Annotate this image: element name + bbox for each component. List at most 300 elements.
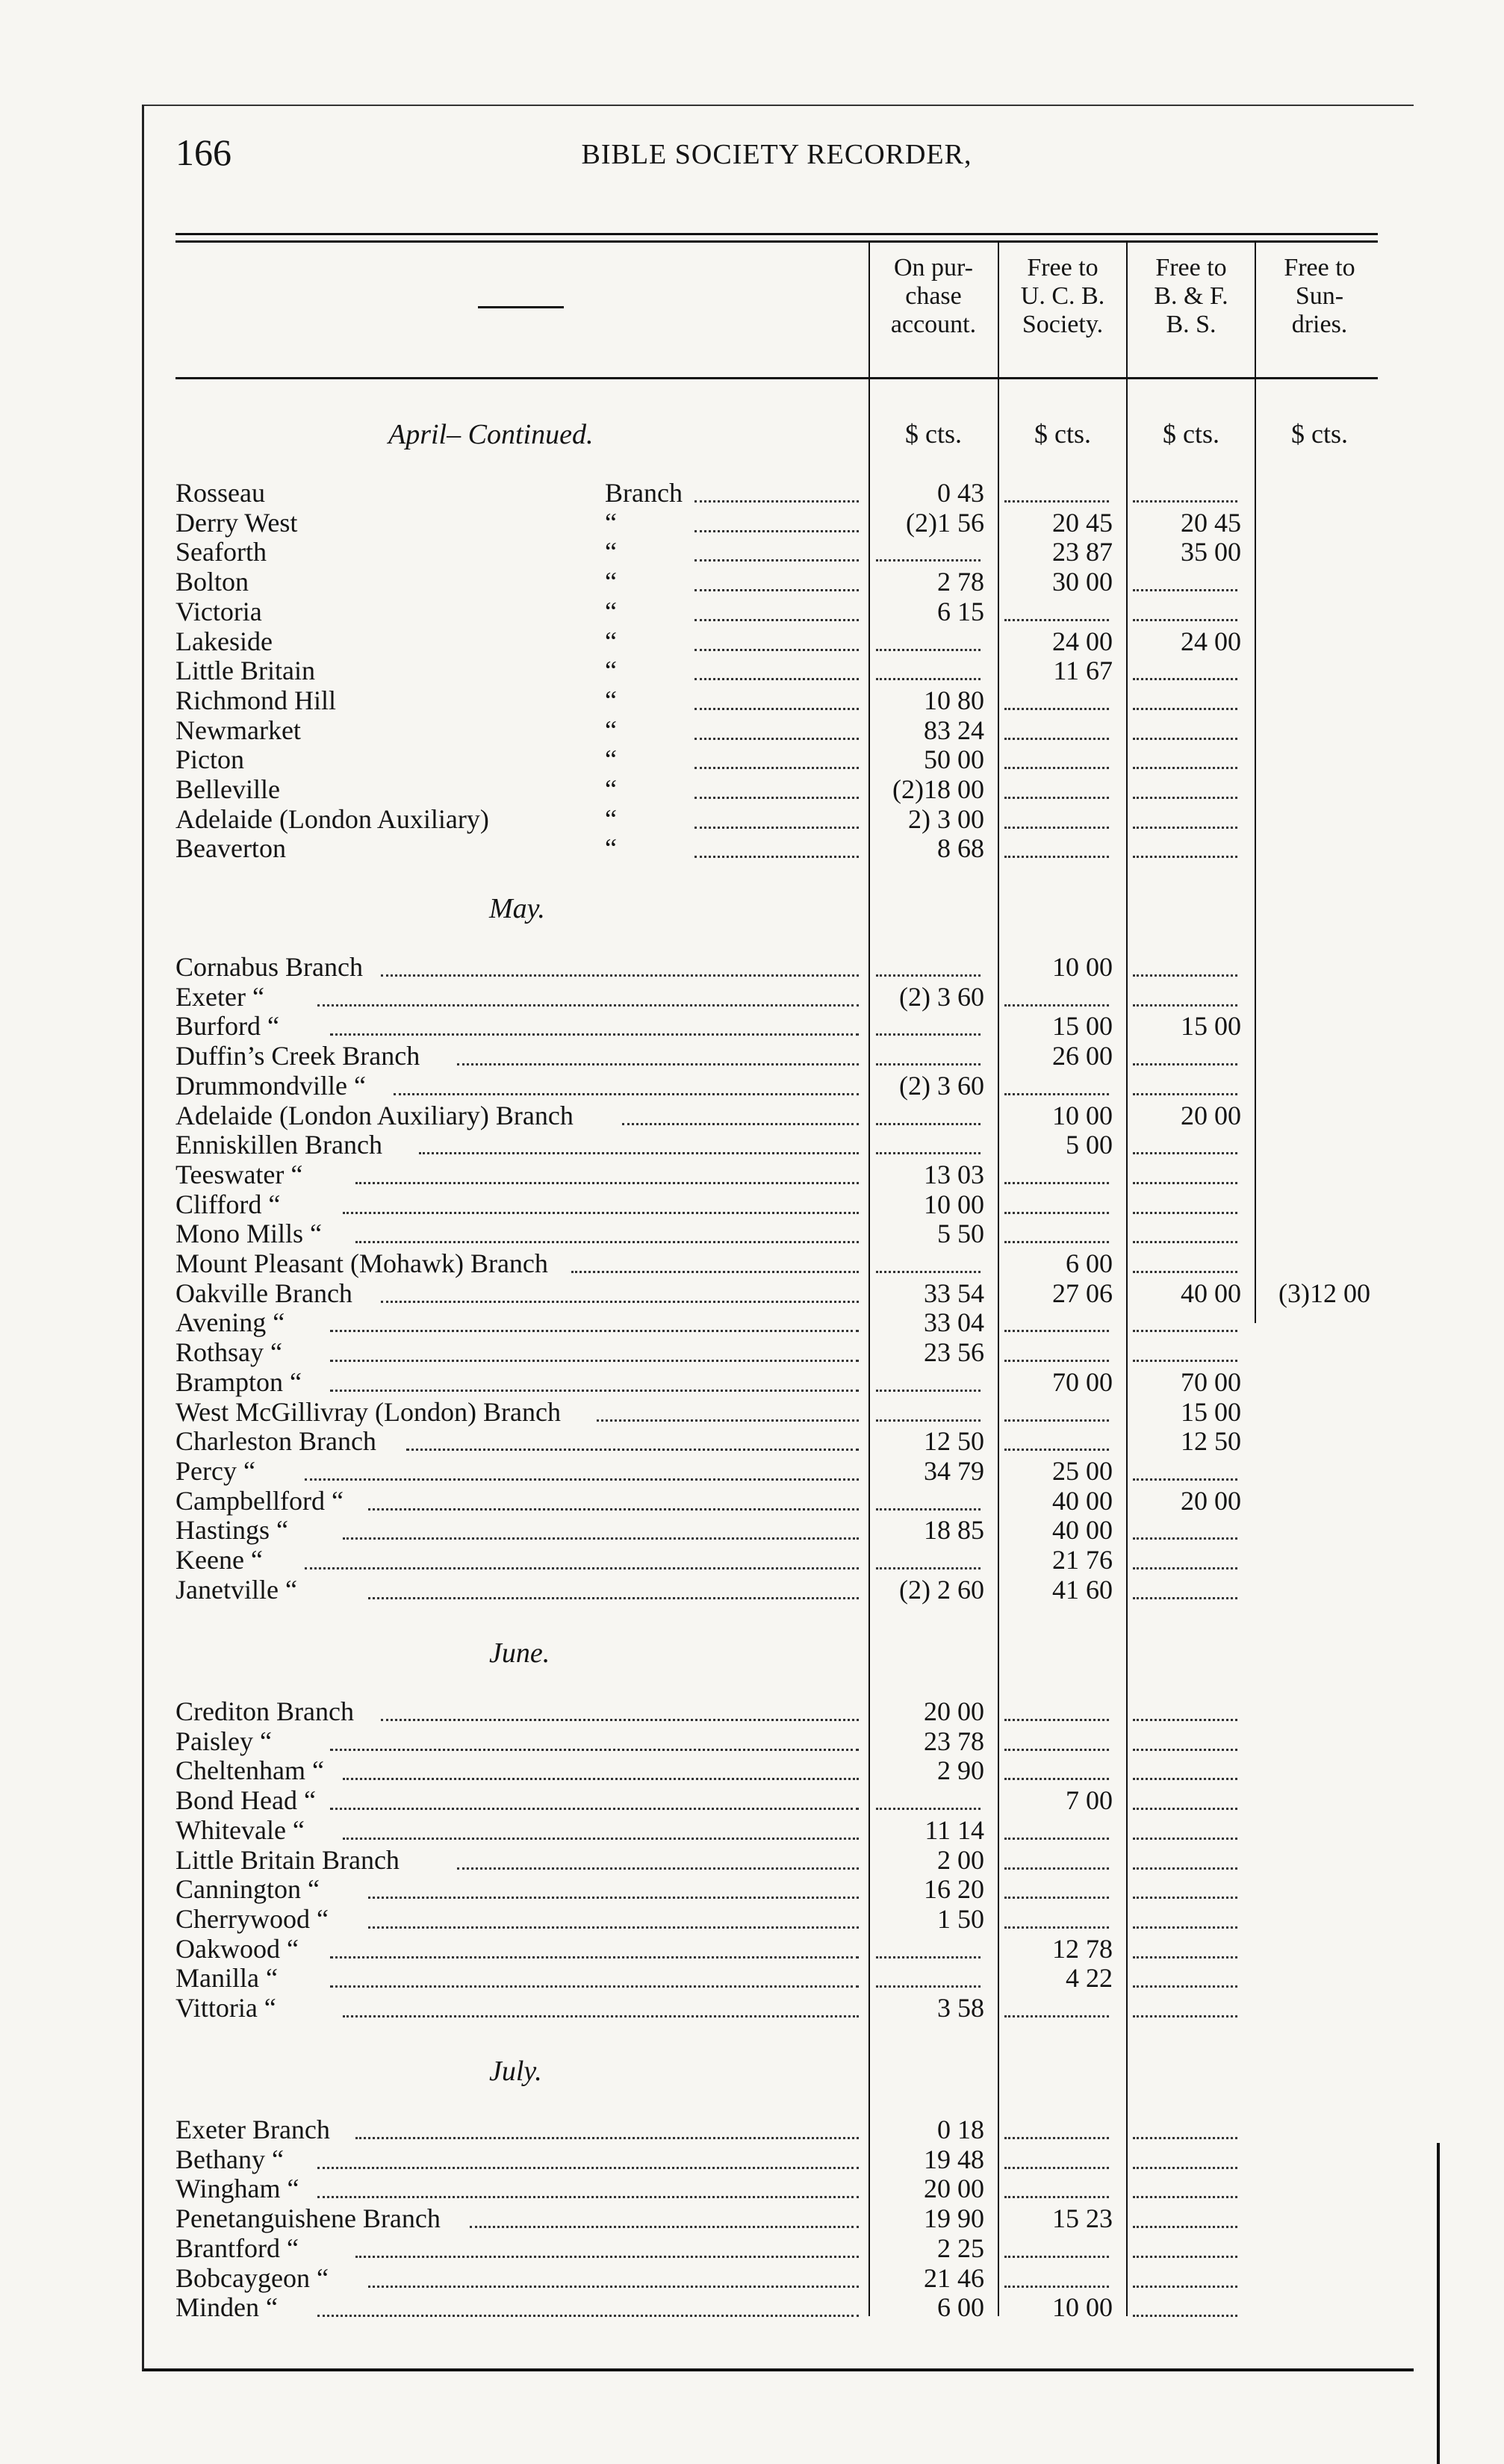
column-head-bfbs [1128, 254, 1255, 339]
amount-cell: 7 00 [1066, 1785, 1113, 1815]
amount-cell: 35 00 [1181, 537, 1241, 567]
empty-cell-dots [1133, 2256, 1237, 2258]
section-title: June. [489, 1637, 550, 1669]
amount-cell: 11 67 [1053, 656, 1113, 685]
empty-cell-dots [876, 559, 981, 561]
amount-cell: 40 00 [1052, 1486, 1113, 1516]
table-row [0, 1397, 1504, 1427]
empty-cell-dots [1004, 2137, 1109, 2139]
empty-cell-dots [1133, 1985, 1237, 1988]
amount-cell: 50 00 [924, 744, 984, 774]
amount-cell: 23 56 [924, 1337, 984, 1367]
amount-cell: 6 00 [1066, 1248, 1113, 1278]
branch-name: Cannington “ [175, 1874, 320, 1904]
dot-leader [317, 1004, 859, 1007]
empty-cell-dots [1133, 827, 1237, 829]
table-row [0, 1426, 1504, 1456]
branch-name: Bethany “ [175, 2144, 284, 2174]
empty-cell-dots [1004, 856, 1109, 858]
table-row [0, 2263, 1504, 2293]
table-row [0, 1160, 1504, 1189]
branch-name: Bolton [175, 567, 249, 597]
branch-name: Enniskillen Branch [175, 1130, 382, 1160]
table-row [0, 2115, 1504, 2144]
table-row [0, 1545, 1504, 1575]
empty-cell-dots [1004, 1419, 1109, 1422]
table-row [0, 1726, 1504, 1756]
amount-cell: 3 58 [937, 1993, 984, 2023]
empty-cell-dots [1133, 619, 1237, 621]
empty-cell-dots [1133, 1749, 1237, 1751]
dot-leader [694, 856, 859, 858]
empty-cell-dots [876, 1123, 981, 1125]
dot-leader [330, 1985, 859, 1988]
ditto-mark: “ [605, 656, 617, 685]
branch-name: Campbellford “ [175, 1486, 344, 1516]
table-row [0, 2233, 1504, 2263]
col-head-line: Society. [1022, 311, 1104, 338]
branch-name: Brantford “ [175, 2233, 299, 2263]
empty-cell-dots [1133, 2015, 1237, 2017]
empty-cell-dots [1004, 708, 1109, 710]
amount-cell: (2)18 00 [892, 774, 984, 804]
empty-cell-dots [1133, 1360, 1237, 1362]
empty-cell-dots [1133, 1271, 1237, 1273]
empty-cell-dots [876, 1271, 981, 1273]
empty-cell-dots [876, 678, 981, 680]
branch-name: Vittoria “ [175, 1993, 276, 2023]
table-row [0, 1337, 1504, 1367]
dot-leader [381, 1719, 859, 1721]
table-row [0, 804, 1504, 834]
table-row [0, 1071, 1504, 1101]
table-row [0, 1307, 1504, 1337]
empty-cell-dots [876, 1808, 981, 1810]
empty-cell-dots [1133, 1778, 1237, 1780]
amount-cell: 70 00 [1181, 1367, 1241, 1397]
empty-cell-dots [1004, 827, 1109, 829]
table-row [0, 1189, 1504, 1219]
amount-cell: 24 00 [1052, 626, 1113, 656]
dot-leader [368, 1508, 859, 1511]
table-row [0, 537, 1504, 567]
dot-leader [694, 649, 859, 651]
amount-cell: 20 00 [1181, 1101, 1241, 1130]
branch-name: Victoria [175, 597, 262, 626]
running-title: BIBLE SOCIETY RECORDER, [581, 139, 972, 170]
amount-cell: 30 00 [1052, 567, 1113, 597]
empty-cell-dots [1004, 1360, 1109, 1362]
dot-leader [694, 500, 859, 503]
table-row [0, 597, 1504, 626]
table-row [0, 774, 1504, 804]
table-row [0, 1248, 1504, 1278]
empty-cell-dots [1133, 1867, 1237, 1870]
header-rule-bottom [175, 240, 1378, 243]
dot-leader [355, 2256, 859, 2258]
empty-cell-dots [876, 1390, 981, 1392]
amount-cell: 21 46 [924, 2263, 984, 2293]
empty-cell-dots [1133, 2226, 1237, 2228]
branch-name: Cornabus Branch [175, 952, 363, 982]
amount-cell: (2) 2 60 [899, 1575, 984, 1605]
amount-cell: 20 45 [1181, 508, 1241, 538]
table-row [0, 1486, 1504, 1516]
table-row [0, 1101, 1504, 1130]
unit-label: $ cts. [1163, 419, 1219, 449]
empty-cell-dots [1133, 1330, 1237, 1332]
col-head-line: dries. [1291, 311, 1348, 338]
amount-cell: 2 78 [937, 567, 984, 597]
branch-name: Exeter Branch [175, 2115, 330, 2144]
amount-cell: 27 06 [1052, 1278, 1113, 1308]
empty-cell-dots [1133, 2196, 1237, 2198]
empty-cell-dots [1133, 1093, 1237, 1095]
empty-cell-dots [1133, 1956, 1237, 1959]
dot-leader [343, 1537, 859, 1540]
amount-cell: 20 00 [924, 1696, 984, 1726]
table-row [0, 1993, 1504, 2023]
empty-cell-dots [1004, 2286, 1109, 2288]
dot-leader [470, 2226, 859, 2228]
table-row [0, 1696, 1504, 1726]
page-header [175, 131, 1378, 175]
empty-cell-dots [1004, 500, 1109, 503]
dot-leader [330, 1360, 859, 1362]
empty-cell-dots [1004, 1926, 1109, 1929]
amount-cell: 4 22 [1066, 1963, 1113, 1993]
amount-cell: 21 76 [1052, 1545, 1113, 1575]
empty-cell-dots [1004, 1778, 1109, 1780]
branch-name: Little Britain [175, 656, 315, 685]
amount-cell: 12 78 [1052, 1934, 1113, 1964]
empty-cell-dots [876, 1956, 981, 1959]
branch-name: Whitevale “ [175, 1815, 305, 1845]
amount-cell: 2 00 [937, 1845, 984, 1875]
empty-cell-dots [1133, 974, 1237, 977]
table-row [0, 744, 1504, 774]
empty-cell-dots [1004, 2167, 1109, 2169]
dot-leader [571, 1271, 859, 1273]
branch-name: Exeter “ [175, 982, 264, 1012]
branch-name: Charleston Branch [175, 1426, 376, 1456]
empty-cell-dots [1133, 1537, 1237, 1540]
dot-leader [355, 1182, 859, 1184]
empty-cell-dots [1133, 678, 1237, 680]
empty-cell-dots [1133, 738, 1237, 740]
table-row [0, 2292, 1504, 2322]
empty-cell-dots [1133, 1478, 1237, 1481]
dot-leader [305, 1478, 859, 1481]
branch-name: Paisley “ [175, 1726, 272, 1756]
amount-cell: 0 43 [937, 478, 984, 508]
branch-name: Janetville “ [175, 1575, 297, 1605]
empty-cell-dots [876, 1567, 981, 1569]
dot-leader [330, 1808, 859, 1810]
empty-cell-dots [1004, 2256, 1109, 2258]
branch-name: Bond Head “ [175, 1785, 316, 1815]
table-row [0, 508, 1504, 538]
amount-cell: 34 79 [924, 1456, 984, 1486]
empty-cell-dots [1133, 2167, 1237, 2169]
empty-cell-dots [1133, 1004, 1237, 1007]
empty-cell-dots [1133, 1152, 1237, 1154]
amount-cell: 8 68 [937, 833, 984, 863]
dot-leader [343, 1838, 859, 1840]
amount-cell: 41 60 [1052, 1575, 1113, 1605]
table-row [0, 2144, 1504, 2174]
empty-cell-dots [1133, 1838, 1237, 1840]
col-head-line: account. [890, 311, 977, 338]
amount-cell: 15 00 [1181, 1397, 1241, 1427]
empty-cell-dots [1133, 1897, 1237, 1899]
empty-cell-dots [1133, 1597, 1237, 1599]
branch-name: Minden “ [175, 2292, 278, 2322]
branch-name: Little Britain Branch [175, 1845, 400, 1875]
branch-name: Adelaide (London Auxiliary) [175, 804, 489, 834]
empty-cell-dots [1004, 1897, 1109, 1899]
empty-cell-dots [1133, 2315, 1237, 2317]
branch-name: Richmond Hill [175, 685, 336, 715]
dot-leader [355, 1241, 859, 1243]
table-row [0, 478, 1504, 508]
dot-leader [305, 1567, 859, 1569]
empty-cell-dots [876, 1419, 981, 1422]
ditto-mark: “ [605, 597, 617, 626]
amount-cell: 16 20 [924, 1874, 984, 1904]
col-head-line: chase [905, 282, 962, 310]
table-row [0, 952, 1504, 982]
amount-cell: 11 14 [925, 1815, 984, 1845]
dot-leader [317, 2196, 859, 2198]
empty-cell-dots [1004, 1004, 1109, 1007]
ditto-mark: “ [605, 744, 617, 774]
dot-leader [694, 797, 859, 799]
dot-leader [368, 1897, 859, 1899]
empty-cell-dots [876, 1985, 981, 1988]
table-row [0, 1904, 1504, 1934]
branch-name: Percy “ [175, 1456, 255, 1486]
table-row [0, 1785, 1504, 1815]
table-row [0, 1874, 1504, 1904]
amount-cell: 20 00 [1181, 1486, 1241, 1516]
empty-cell-dots [876, 1152, 981, 1154]
amount-cell: 10 00 [1052, 2292, 1113, 2322]
col-head-line: B. S. [1166, 311, 1216, 338]
dot-leader [694, 559, 859, 561]
branch-name: Rothsay “ [175, 1337, 282, 1367]
ditto-mark: Branch [605, 478, 683, 508]
dot-leader [597, 1419, 859, 1422]
empty-cell-dots [1133, 1182, 1237, 1184]
dot-leader [694, 530, 859, 532]
empty-cell-dots [1133, 2137, 1237, 2139]
amount-cell: 2) 3 00 [908, 804, 984, 834]
branch-name: West McGillivray (London) Branch [175, 1397, 561, 1427]
table-row [0, 1130, 1504, 1160]
dot-leader [419, 1152, 859, 1154]
amount-cell: 40 00 [1181, 1278, 1241, 1308]
empty-cell-dots [1133, 1808, 1237, 1810]
empty-cell-dots [1004, 1241, 1109, 1243]
dot-leader [694, 827, 859, 829]
column-head-rule [175, 377, 1378, 379]
section-title: April– Continued. [388, 419, 594, 450]
dot-leader [694, 708, 859, 710]
branch-name: Seaforth [175, 537, 267, 567]
dot-leader [330, 1956, 859, 1959]
empty-cell-dots [1004, 1749, 1109, 1751]
amount-cell: 83 24 [924, 715, 984, 745]
empty-cell-dots [1004, 1449, 1109, 1451]
empty-cell-dots [1133, 589, 1237, 591]
branch-name: Oakville Branch [175, 1278, 352, 1308]
ditto-mark: “ [605, 567, 617, 597]
amount-cell: 12 50 [924, 1426, 984, 1456]
empty-cell-dots [1133, 500, 1237, 503]
branch-name: Manilla “ [175, 1963, 278, 1993]
branch-name: Derry West [175, 508, 298, 538]
dot-leader [694, 619, 859, 621]
branch-name: Teeswater “ [175, 1160, 303, 1189]
table-row [0, 1278, 1504, 1308]
branch-name: Cherrywood “ [175, 1904, 329, 1934]
blank-column-dash [478, 306, 564, 308]
branch-name: Penetanguishene Branch [175, 2203, 441, 2233]
empty-cell-dots [1133, 2286, 1237, 2288]
table-row [0, 2203, 1504, 2233]
amount-cell: 23 87 [1052, 537, 1113, 567]
branch-name: Rosseau [175, 478, 265, 508]
empty-cell-dots [1004, 1093, 1109, 1095]
empty-cell-dots [876, 649, 981, 651]
amount-cell: 19 90 [924, 2203, 984, 2233]
table-row [0, 715, 1504, 745]
table-row [0, 833, 1504, 863]
dot-leader [457, 1063, 859, 1065]
empty-cell-dots [1133, 767, 1237, 769]
dot-leader [368, 1926, 859, 1929]
table-row [0, 2174, 1504, 2203]
col-head-line: B. & F. [1154, 282, 1228, 310]
table-row [0, 1934, 1504, 1964]
empty-cell-dots [1004, 2196, 1109, 2198]
dot-leader [694, 678, 859, 680]
table-row [0, 1845, 1504, 1875]
amount-cell: 15 23 [1052, 2203, 1113, 2233]
branch-name: Keene “ [175, 1545, 263, 1575]
amount-cell: 18 85 [924, 1515, 984, 1545]
dot-leader [343, 1778, 859, 1780]
branch-name: Cheltenham “ [175, 1755, 324, 1785]
dot-leader [381, 974, 859, 977]
table-row [0, 1815, 1504, 1845]
branch-name: Drummondville “ [175, 1071, 366, 1101]
amount-cell: 40 00 [1052, 1515, 1113, 1545]
amount-cell: 10 00 [1052, 952, 1113, 982]
dot-leader [694, 738, 859, 740]
empty-cell-dots [1004, 1867, 1109, 1870]
column-head-purchase [870, 254, 997, 339]
table-row [0, 1011, 1504, 1041]
branch-name: Mount Pleasant (Mohawk) Branch [175, 1248, 548, 1278]
branch-name: Hastings “ [175, 1515, 288, 1545]
amount-cell: 2 25 [937, 2233, 984, 2263]
col-head-line: Free to [1155, 254, 1227, 281]
dot-leader [368, 1597, 859, 1599]
amount-cell: 15 00 [1052, 1011, 1113, 1041]
amount-cell: (3)12 00 [1278, 1278, 1370, 1308]
empty-cell-dots [1004, 619, 1109, 621]
ditto-mark: “ [605, 715, 617, 745]
amount-cell: 10 00 [924, 1189, 984, 1219]
dot-leader [355, 2137, 859, 2139]
empty-cell-dots [1004, 797, 1109, 799]
branch-name: Mono Mills “ [175, 1219, 323, 1248]
table-row [0, 1219, 1504, 1248]
page-number: 166 [175, 131, 231, 173]
amount-cell: 20 00 [924, 2174, 984, 2203]
ditto-mark: “ [605, 508, 617, 538]
table-row [0, 1041, 1504, 1071]
empty-cell-dots [1004, 1838, 1109, 1840]
branch-name: Oakwood “ [175, 1934, 299, 1964]
branch-name: Wingham “ [175, 2174, 299, 2203]
ditto-mark: “ [605, 804, 617, 834]
table-row [0, 1515, 1504, 1545]
section-title: May. [489, 893, 545, 924]
ditto-mark: “ [605, 774, 617, 804]
amount-cell: 33 04 [924, 1307, 984, 1337]
amount-cell: 19 48 [924, 2144, 984, 2174]
branch-name: Avening “ [175, 1307, 285, 1337]
ditto-mark: “ [605, 685, 617, 715]
amount-cell: 20 45 [1052, 508, 1113, 538]
dot-leader [694, 767, 859, 769]
amount-cell: (2)1 56 [906, 508, 984, 538]
ditto-mark: “ [605, 626, 617, 656]
header-rule-top [175, 233, 1378, 235]
amount-cell: 13 03 [924, 1160, 984, 1189]
empty-cell-dots [876, 1033, 981, 1036]
empty-cell-dots [1133, 1063, 1237, 1065]
amount-cell: 0 18 [937, 2115, 984, 2144]
branch-name: Bobcaygeon “ [175, 2263, 329, 2293]
ditto-mark: “ [605, 833, 617, 863]
branch-name: Newmarket [175, 715, 301, 745]
amount-cell: 26 00 [1052, 1041, 1113, 1071]
empty-cell-dots [1133, 1567, 1237, 1569]
amount-cell: 1 50 [937, 1904, 984, 1934]
table-row [0, 567, 1504, 597]
column-head-sundries [1256, 254, 1383, 339]
branch-name: Crediton Branch [175, 1696, 354, 1726]
amount-cell: (2) 3 60 [899, 982, 984, 1012]
amount-cell: 6 00 [937, 2292, 984, 2322]
empty-cell-dots [1004, 738, 1109, 740]
ditto-mark: “ [605, 537, 617, 567]
dot-leader [622, 1123, 859, 1125]
branch-name: Duffin’s Creek Branch [175, 1041, 420, 1071]
empty-cell-dots [1004, 1182, 1109, 1184]
empty-cell-dots [1004, 1212, 1109, 1214]
unit-label: $ cts. [1034, 419, 1091, 449]
amount-cell: 10 00 [1052, 1101, 1113, 1130]
table-row [0, 656, 1504, 685]
dot-leader [330, 1749, 859, 1751]
table-row [0, 685, 1504, 715]
empty-cell-dots [1133, 1926, 1237, 1929]
